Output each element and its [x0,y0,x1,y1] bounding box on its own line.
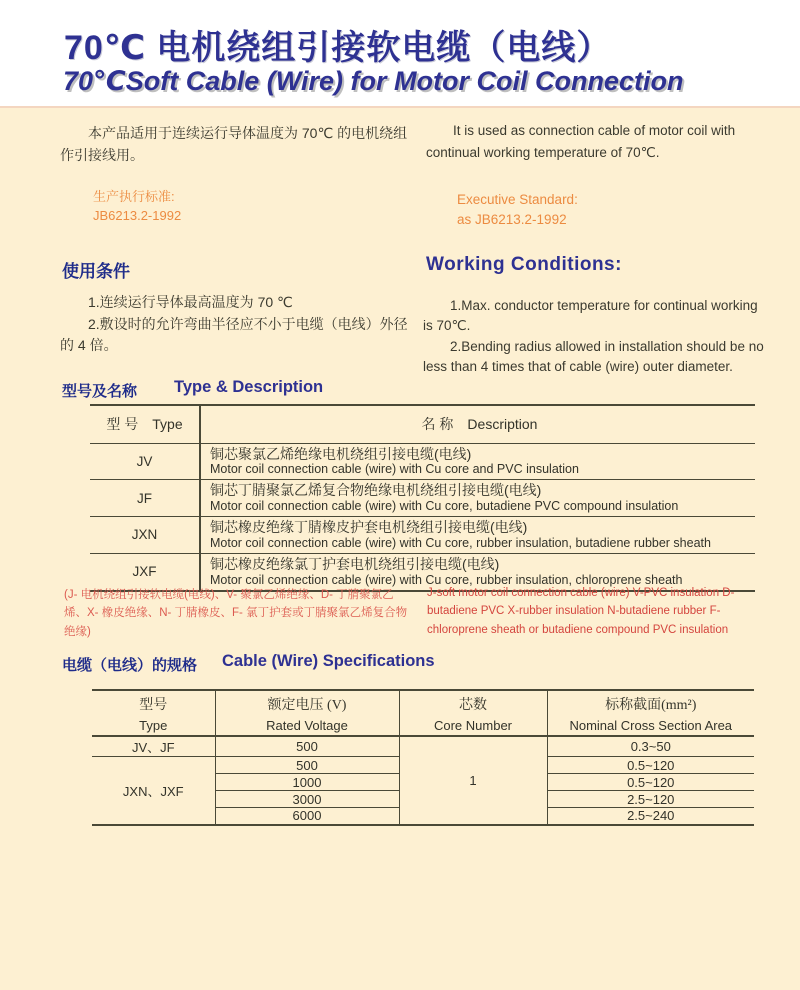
spec-voltage-header [215,690,399,736]
description-column-header-en: Description [467,416,538,433]
type-column-header-en: Type [152,416,183,433]
type-column-header [90,405,200,443]
description-zh: 铜芯聚氯乙烯绝缘电机绕组引接电缆(电线) [210,445,472,462]
spec-voltage-cell: 1000 [215,774,399,791]
spec-type-cell: JV、JF [92,736,215,757]
production-standard-label-zh: 生产执行标准: [93,189,175,204]
specifications-table [92,689,754,826]
intro-paragraph-en: It is used as connection cable of motor coil with continual working temperature of 70℃. [426,123,736,161]
description-cell [200,443,755,480]
description-cell [200,517,755,554]
executive-standard-value-en: as JB6213.2-1992 [457,211,567,227]
spec-section-cell: 0.3~50 [547,736,754,757]
description-zh: 铜芯橡皮绝缘氯丁护套电机绕组引接电缆(电线) [210,555,500,572]
type-section-heading-zh: 型号及名称 [62,383,138,400]
spec-section-heading-zh: 电缆（电线）的规格 [62,657,198,674]
spec-voltage-header-en: Rated Voltage [266,717,348,733]
spec-type-header-zh: 型号 [139,697,168,713]
spec-voltage-cell: 500 [215,736,399,757]
table-row [92,736,754,757]
spec-section-header-en: Nominal Cross Section Area [569,717,733,733]
table-header-row [90,405,755,443]
type-footnote-zh: (J- 电机绕组引接软电缆(电线)、V- 聚氯乙烯绝缘、D- 丁腈聚氯乙烯、X- 橡皮绝缘、N- 丁腈橡皮、F- 氯丁护套或丁腈聚氯乙烯复合物绝缘) [64,589,408,638]
title-band [0,0,800,108]
spec-core-header-en: Core Number [433,717,513,733]
spec-section-cell: 0.5~120 [547,774,754,791]
spec-section-cell: 2.5~120 [547,791,754,808]
type-code-cell: JXF [90,553,200,590]
type-code-cell: JXN [90,517,200,554]
intro-paragraph-zh: 本产品适用于连续运行导体温度为 70℃ 的电机绕组作引接线用。 [60,125,408,164]
spec-voltage-cell: 3000 [215,791,399,808]
description-zh: 铜芯丁腈聚氯乙烯复合物绝缘电机绕组引接电缆(电线) [210,482,542,499]
description-zh: 铜芯橡皮绝缘丁腈橡皮护套电机绕组引接电缆(电线) [210,519,528,536]
production-standard-zh [93,188,181,226]
type-footnote-en: J-soft motor coil connection cable (wire) V-PVC insulation D-butadiene PVC X-rubber insulation N-butadiene rubber F-chloroprene sheath or butadiene compound PVC insulation [427,587,735,636]
condition-item-en: 2.Bending radius allowed in installation should be no less than 4 times that of cable (wire) outer diameter. [423,338,764,374]
type-description-table [90,404,755,592]
spec-core-header-zh: 芯数 [459,697,487,713]
spec-type-header-en: Type [139,717,168,733]
spec-voltage-cell: 6000 [215,808,399,825]
type-column-header-zh: 型 号 [106,416,139,433]
spec-section-cell: 0.5~120 [547,757,754,774]
type-code-cell: JV [90,443,200,480]
spec-voltage-cell: 500 [215,757,399,774]
table-header-row [92,690,754,736]
working-conditions-list-en [423,296,765,377]
condition-item-zh: 2.敷设时的允许弯曲半径应不小于电缆（电线）外径的 4 倍。 [60,315,408,354]
spec-section-heading-en: Cable (Wire) Specifications [222,652,435,670]
spec-voltage-header-zh: 额定电压 (V) [267,697,347,713]
description-en: Motor coil connection cable (wire) with Cu core, rubber insulation, chloroprene sheath [210,572,683,587]
working-conditions-heading-zh: 使用条件 [62,262,130,281]
table-row [90,517,755,554]
executive-standard-label-en: Executive Standard: [457,192,578,207]
condition-item-en: 1.Max. conductor temperature for continual working is 70℃. [423,298,758,334]
working-conditions-list-zh [60,292,414,357]
page-title-zh: 70℃ 电机绕组引接软电缆（电线） [64,29,612,67]
spec-type-cell: JXN、JXF [92,757,215,825]
type-code-cell: JF [90,480,200,517]
description-column-header [200,405,755,443]
spec-section-header [547,690,754,736]
page-title-en: 70℃Soft Cable (Wire) for Motor Coil Connection [63,66,684,96]
condition-item-zh: 1.连续运行导体最高温度为 70 ℃ [88,294,293,310]
spec-section-header-zh: 标称截面(mm²) [605,697,697,713]
spec-type-header [92,690,215,736]
spec-core-header [399,690,547,736]
spec-core-cell: 1 [399,736,547,825]
table-row [90,480,755,517]
description-en: Motor coil connection cable (wire) with Cu core and PVC insulation [210,462,579,477]
description-en: Motor coil connection cable (wire) with Cu core, rubber insulation, butadiene rubber sheath [210,535,711,550]
table-row [90,443,755,480]
executive-standard-en [457,190,578,229]
spec-section-cell: 2.5~240 [627,808,675,824]
description-cell [200,480,755,517]
working-conditions-heading-en: Working Conditions: [426,254,622,275]
type-section-heading-en: Type & Description [174,378,324,396]
description-column-header-zh: 名 称 [421,416,454,433]
description-en: Motor coil connection cable (wire) with Cu core, butadiene PVC compound insulation [210,499,679,514]
production-standard-value-zh: JB6213.2-1992 [93,207,182,223]
